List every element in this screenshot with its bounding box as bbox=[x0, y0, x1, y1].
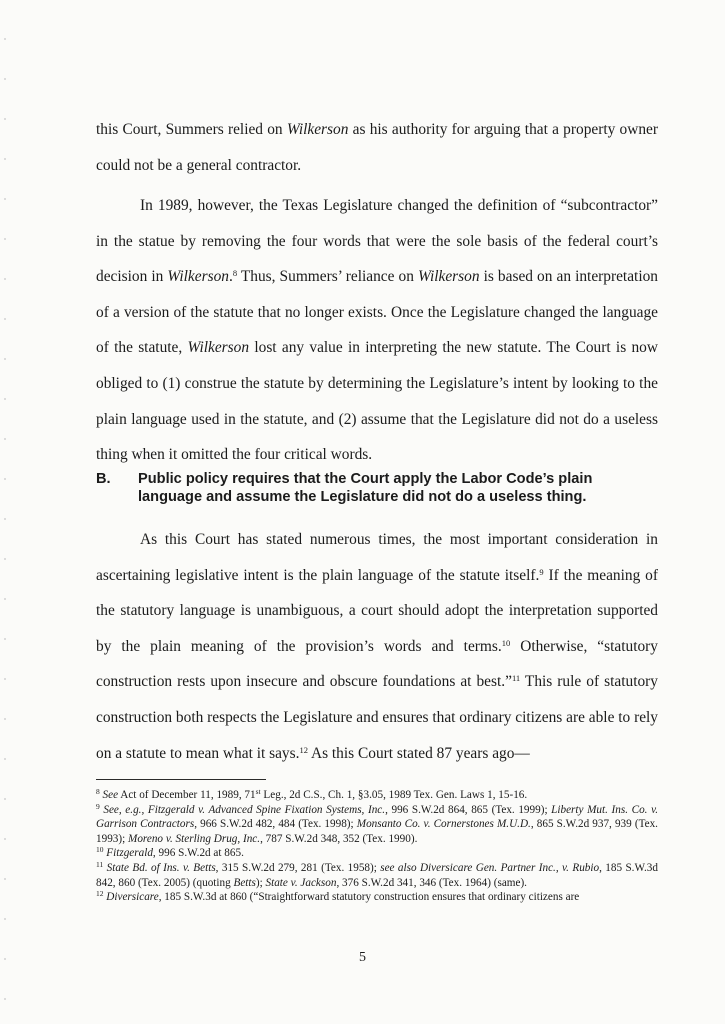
footnote-9: $^9$ See, e.g., Fitzgerald v. Advanced Spine Fixation Systems, Inc., 996 S.W.2d 864, 865 (Tex. 1999); Liberty Mut. Ins. Co. v. Garrison Contractors, 966 S.W.2d 482, 484 (Tex. 1998); Monsanto Co. v. Cornerstones M.U.D., 865 S.W.2d 937, 939 (Tex. 1993); Moreno v. Sterling Drug, Inc., 787 S.W.2d 348, 352 (Tex. 1990). bbox=[96, 801, 659, 845]
footnote-8: $^8$ See Act of December 11, 1989, 71st Leg., 2d C.S., Ch. 1, §3.05, 1989 Tex. Gen. Laws 1, 15-16. bbox=[96, 787, 528, 801]
footnote-12: $^{12}$ Diversicare, 185 S.W.3d at 860 (“Straightforward statutory construction ensures that ordinary citizens are bbox=[96, 889, 580, 904]
footnote-11: $^{11}$ State Bd. of Ins. v. Betts, 315 S.W.2d 279, 281 (Tex. 1958); see also Diversicare Gen. Partner Inc., v. Rubio, 185 S.W.3d 842, 860 (Tex. 2005) (quoting Betts); State v. Jackson, 376 S.W.2d 341, 346 (Tex. 1964) (same). bbox=[96, 859, 658, 889]
section-letter: B. bbox=[96, 471, 111, 487]
scan-edge-marks bbox=[4, 0, 6, 1024]
footnote-ref-11[interactable]: 11 bbox=[511, 673, 521, 684]
paragraph-1989-amendment: In 1989, however, the Texas Legislature changed the definition of “subcontractor” in the statue by removing the four words that were the sole basis of the federal court’s decision in Wilkerson.$^8$ Thus, Summers’ reliance on Wilkerson is based on an interpretation of a version of the statute that no longer exists. Once the Legislature changed the language of the statute, Wilkerson lost any value in interpreting the new statute. The Court is now obliged to (1) construe the statute by determining the Legislature’s intent by looking to the plain language used in the statute, and (2) assume that the Legislature did not do a useless thing when it omitted the four critical words. bbox=[96, 197, 658, 464]
footnote-divider bbox=[96, 779, 266, 780]
paragraph-plain-language: As this Court has stated numerous times, the most important consideration in ascertaining legislative intent is the plain language of the statute itself.$^9$ If the meaning of the statutory language is unambiguous, a court should adopt the interpretation supported by the plain meaning of the provision’s words and terms.$^{10}$ Otherwise, “statutory construction rests upon insecure and obscure foundations at best.”$^{11}$ This rule of statutory construction both respects the Legislature and ensures that ordinary citizens are able to rely on a statute to mean what it says.$^{12}$ As this Court stated 87 years ago— bbox=[96, 531, 658, 762]
footnote-ref-8[interactable]: 8 bbox=[232, 268, 238, 279]
paragraph-continuation: this Court, Summers relied on Wilkerson as his authority for arguing that a property owner could not be a general contractor. bbox=[96, 121, 659, 174]
section-heading-b bbox=[96, 470, 658, 506]
footnote-ref-10[interactable]: 10 bbox=[501, 637, 511, 648]
section-title: Public policy requires that the Court apply the Labor Code’s plain language and assume the Legislature did not do a useless thing. bbox=[138, 471, 593, 505]
footnotes bbox=[96, 788, 658, 905]
footnote-ref-9[interactable]: 9 bbox=[539, 566, 544, 577]
footnote-10: $^{10}$ Fitzgerald, 996 S.W.2d at 865. bbox=[96, 845, 244, 860]
footnote-ref-12[interactable]: 12 bbox=[299, 744, 308, 755]
page-number: 5 bbox=[359, 950, 366, 965]
